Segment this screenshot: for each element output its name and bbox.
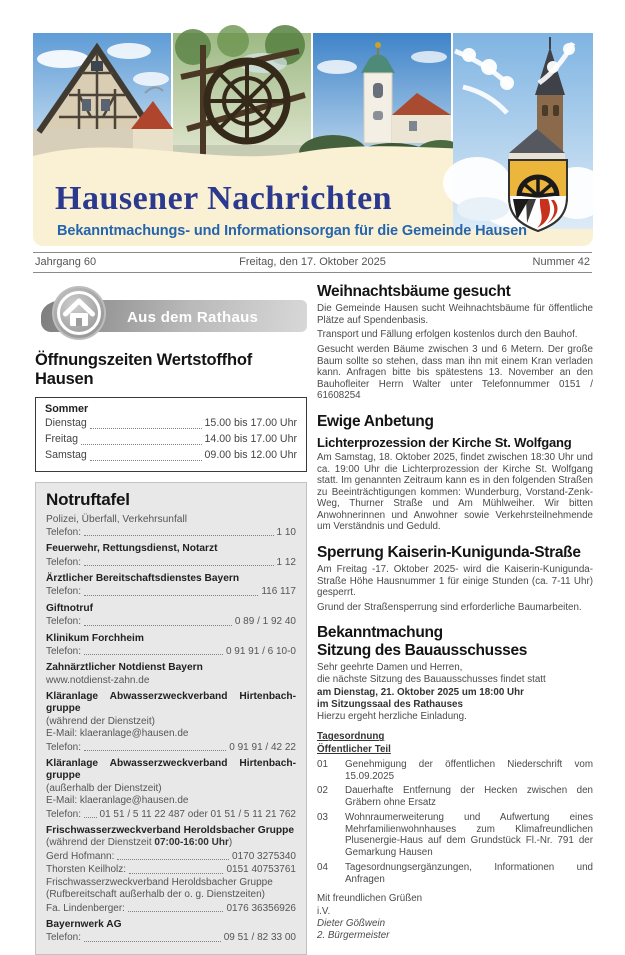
contact-label: Thorsten Keilholz: [46,864,127,876]
article-ewige-anbetung [317,413,593,533]
entry-name: Kläranlage Abwasserzweckverband Hirtenbach-gruppe [46,691,296,715]
entry-note: (außerhalb der Dienstzeit) [46,782,162,794]
emergency-panel [35,482,307,955]
entry-note: (während der Dienstzeit) [46,715,155,727]
article-heading [317,624,593,659]
meeting-location: im Sitzungssaal des Rathauses [317,698,463,710]
issue-info-bar [33,252,592,273]
phone-number: 1 12 [276,556,296,568]
issue-date: Freitag, den 17. Oktober 2025 [239,256,386,268]
entry-note: (während der Dienstzeit 07:00-16:00 Uhr) [46,837,233,849]
intro-line: Sehr geehrte Damen und Herren, [317,662,463,674]
meeting-datetime: am Dienstag, 21. Oktober 2025 um 18:00 Uhr [317,686,524,698]
article-paragraph: Transport und Fällung erfolgen kostenlos durch den Bauhof. [317,329,578,341]
phone-row [46,585,296,599]
phone-row [46,863,296,877]
agenda-item [317,862,593,886]
agenda-text: Wohnraumerweiterung und Aufwertung eines Mehrfamilienwohnhauses zum Klimafreundlichen Plusenergie-Haus auf dem Grundstück Fl.-Nr. 791 der Gemarkung Hausen [345,811,593,859]
content-columns [0,273,625,955]
phone-number: 116 117 [261,586,296,598]
phone-row [46,741,296,755]
entry-name: Kläranlage Abwasserzweckverband Hirtenbach-gruppe [46,758,296,782]
entry-name: Frischwasserzweckverband Heroldsbacher Gruppe [46,825,294,837]
phone-number: 0151 40753761 [226,864,296,876]
dot-leader [84,817,97,818]
masthead [0,0,625,248]
agenda-number: 03 [317,811,328,823]
dot-leader [81,444,202,445]
time-value: 09.00 bis 12.00 Uhr [204,448,297,461]
emergency-entry [46,758,296,821]
day-label: Freitag [45,432,78,445]
phone-number: 0170 3275340 [232,850,296,862]
dot-leader [84,750,226,751]
website-url: www.notdienst-zahn.de [46,674,150,686]
phone-label: Telefon: [46,556,82,568]
phone-row [46,615,296,629]
dot-leader [90,460,202,461]
invitation-line: Hierzu ergeht herzliche Einladung. [317,711,467,723]
emergency-entry [46,691,296,754]
agenda-text: Genehmigung der öffentlichen Niederschrift vom 15.09.2025 [345,758,593,782]
contact-label: Fa. Lindenberger: [46,902,125,914]
phone-label: Telefon: [46,586,82,598]
article-paragraph: Die Gemeinde Hausen sucht Weihnachtsbäume für öffentliche Plätze auf Spendenbasis. [317,303,593,326]
dot-leader [128,911,224,912]
article-bekanntmachung-sitzung [317,624,593,942]
article-paragraph: Am Samstag, 18. Oktober 2025, findet zwischen 18:30 Uhr und ca. 19:00 Uhr die Lichterprozession der Kirche St. Wolfgang statt. Im genannten Zeitraum kann es in den folgenden Straßen zu Beeinträchtigungen kommen: Wunderburg, Vorstand-Zenk-Weg, Thurner Straße und Am Mühlweiher. Wir bitten Anwohnerinnen und Anwohner sowie Verkehrsteilnehmende um Verständnis und Geduld. [317,452,593,533]
article-paragraph: Am Freitag -17. Oktober 2025- wird die Kaiserin-Kunigunda-Straße Höhe Hausnummer 1 für einige Stunden (ca. 7-11 Uhr) gesperrt. [317,564,593,599]
agenda-item [317,759,593,783]
left-column [35,283,307,955]
dot-leader [84,654,223,655]
time-value: 14.00 bis 17.00 Uhr [204,432,297,445]
phone-row [46,902,296,916]
phone-row [46,645,296,659]
time-value: 15.00 bis 17.00 Uhr [204,417,297,429]
emergency-entry [46,633,296,659]
dot-leader [84,595,258,596]
phone-label: Telefon: [46,526,82,538]
phone-number: 09 51 / 82 33 00 [223,932,296,944]
entry-name: Polizei, Überfall, Verkehrsunfall [46,513,187,525]
dot-leader [84,565,274,566]
entry-name: Feuerwehr, Rettungsdienst, Notarzt [46,543,218,555]
issue-number: Nummer 42 [532,256,590,268]
agenda-item [317,812,593,859]
season-label: Sommer [45,403,89,415]
phone-row [46,850,296,864]
signature-title: 2. Bürgermeister [317,930,390,942]
phone-label: Telefon: [46,616,82,628]
email-address: E-Mail: klaeranlage@hausen.de [46,795,189,807]
article-heading: Weihnachtsbäume gesucht [317,283,511,300]
signature-name: Dieter Gößwein [317,917,386,929]
dot-leader [84,535,274,536]
article-paragraph: Grund der Straßensperrung sind erforderliche Baumarbeiten. [317,601,582,613]
phone-row [46,808,296,822]
phone-number: 01 51 / 5 11 22 487 oder 01 51 / 5 11 21 762 [99,808,296,820]
agenda-number: 02 [317,785,328,797]
phone-label: Telefon: [46,932,82,944]
phone-number: 0 91 91 / 42 22 [229,741,296,753]
house-icon [51,285,107,341]
contact-label: Gerd Hofmann: [46,850,115,862]
newsletter-subtitle: Bekanntmachungs- und Informationsorgan für die Gemeinde Hausen [57,223,527,239]
article-sperrung [317,544,593,614]
phone-row [46,931,296,945]
agenda-item [317,785,593,809]
issue-volume: Jahrgang 60 [35,256,97,268]
closing-line: i.V. [317,905,331,917]
entry-name: Ärztlicher Bereitschaftsdienstes Bayern [46,573,240,585]
agenda-number: 04 [317,861,328,873]
article-heading: Ewige Anbetung [317,412,434,430]
phone-label: Telefon: [46,741,82,753]
email-address: E-Mail: klaeranlage@hausen.de [46,728,189,740]
dot-leader [90,428,202,429]
day-label: Dienstag [45,417,87,429]
hours-row [45,432,297,448]
right-column [317,283,593,955]
agenda-text: Tagesordnungsergänzungen, Informationen und Anfragen [345,861,593,885]
phone-number: 1 10 [276,526,296,538]
agenda-text: Dauerhafte Entfernung der Hecken zwischen den Gräbern ohne Ersatz [345,785,593,809]
section-badge-aus-dem-rathaus [35,285,307,341]
opening-hours-heading: Öffnungszeiten Wertstoffhof Hausen [35,351,253,388]
entry-subname: Frischwasserzweckverband Heroldsbacher Gruppe [46,876,273,888]
emergency-entry [46,573,296,599]
agenda-number: 01 [317,758,328,770]
entry-name: Zahnärztlicher Notdienst Bayern [46,662,203,674]
hours-row [45,448,297,464]
emergency-heading: Notruftafel [46,489,130,509]
day-label: Samstag [45,448,87,461]
phone-number: 0 91 91 / 6 10-0 [225,645,296,657]
phone-row [46,556,296,570]
agenda-section-label: Öffentlicher Teil [317,744,391,756]
article-weihnachtsbaeume [317,283,593,402]
heading-line-1: Bekanntmachung [317,624,443,642]
emergency-entry [46,919,296,945]
agenda-list [317,759,593,886]
article-subheading: Lichterprozession der Kirche St. Wolfgang [317,435,572,451]
dot-leader [117,859,229,860]
phone-label: Telefon: [46,808,82,820]
dot-leader [84,625,232,626]
dot-leader [84,941,221,942]
phone-row [46,526,296,540]
emergency-entry [46,603,296,629]
agenda-label: Tagesordnung [317,731,385,743]
entry-note: (Rufbereitschaft außerhalb der o. g. Dienstzeiten) [46,889,265,901]
opening-hours-box [35,397,307,472]
emergency-entry [46,514,296,540]
intro-line: die nächste Sitzung des Bauausschusses findet statt [317,674,546,686]
heading-line-2: Sitzung des Bauausschusses [317,641,528,659]
entry-name: Klinikum Forchheim [46,632,144,644]
entry-name: Giftnotruf [46,602,93,614]
emergency-entry [46,662,296,687]
dot-leader [129,873,223,874]
article-heading: Sperrung Kaiserin-Kunigunda-Straße [317,543,581,561]
newsletter-title: Hausener Nachrichten [55,180,393,217]
emergency-entry [46,543,296,569]
hours-row [45,416,297,432]
phone-number: 0 89 / 1 92 40 [234,616,296,628]
article-paragraph: Gesucht werden Bäume zwischen 3 und 6 Metern. Der große Baum sollte so stehen, dass man ihn mit einem Kran verladen kann. Anfragen bitte bis spätestens 13. November an den Bauhofleiter Herrn Walter unter Telefonnummer 0151 / 61608254 [317,344,593,402]
entry-name: Bayernwerk AG [46,919,122,931]
phone-number: 0176 36356926 [226,902,296,914]
closing-line: Mit freundlichen Grüßen [317,893,423,905]
section-badge-label: Aus dem Rathaus [127,309,259,326]
phone-label: Telefon: [46,645,82,657]
emergency-entry [46,825,296,915]
